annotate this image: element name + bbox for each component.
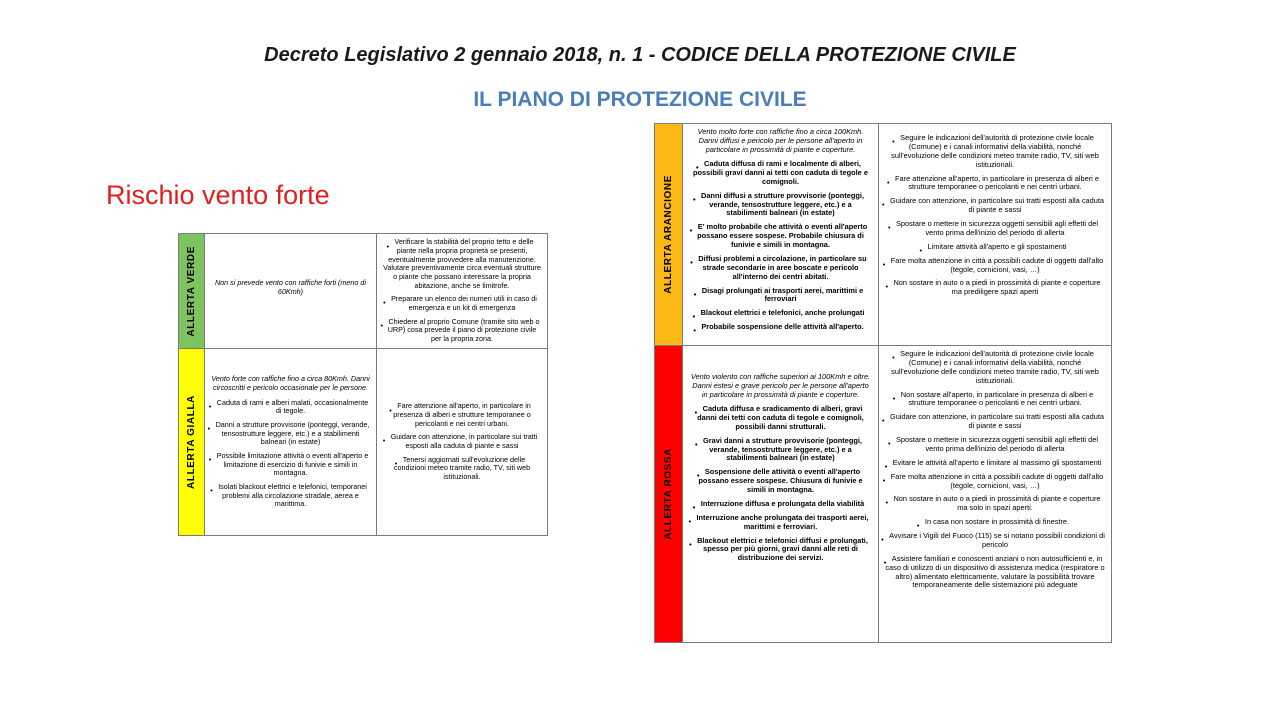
alert-description-cell-arancione	[683, 124, 879, 345]
list-item: Fare molta attenzione in città a possibili cadute di oggetti dall'alto (tegole, cornicioni, vasi, …)	[890, 471, 1104, 490]
alert-table-orange-red	[654, 123, 1112, 643]
list-item: Interruzione diffusa e prolungata della viabilità	[700, 498, 865, 508]
list-item: Blackout elettrici e telefonici diffusi e prolungati, spesso per più giorni, gravi danni alle reti di distribuzione dei servizi.	[697, 535, 868, 563]
list-item: Guidare con attenzione, in particolare sui tratti esposti alla caduta di piante e sassi	[889, 412, 1105, 431]
alert-level-label-arancione: ALLERTA ARANCIONE	[663, 175, 674, 294]
list-item: Assistere familiari e conoscenti anziani o non autosufficienti e, in caso di utilizzo di un dispositivo di assistenza medica (respiratore o altro) alimentato elettricamente, valutare la possibilità trovare temporaneamente delle sistemazioni più adeguate	[885, 553, 1105, 590]
alert-description-cell-gialla	[205, 349, 377, 535]
list-item: Non sostare in auto o a piedi in prossimità di piante e coperture ma solo in spazi aperti.	[893, 494, 1101, 513]
list-item: In casa non sostare in prossimità di finestre.	[924, 517, 1070, 527]
alert-level-cell-gialla	[179, 349, 205, 535]
list-item: Probabile sospensione delle attività all'aperto.	[701, 322, 864, 332]
alert-description-cell-verde	[205, 234, 377, 348]
list-item: Spostare o mettere in sicurezza oggetti sensibili agli effetti del vento prima dell'inizio del periodo di allerta	[896, 219, 1098, 237]
list-item: Fare attenzione all'aperto, in particolare in presenza di alberi e strutture temporanee o pericolanti e nei centri urbani.	[393, 401, 531, 428]
list-item: Possibile limitazione attività o eventi all'aperto e limitazione di esercizio di funivie e simili in montagna.	[216, 450, 369, 478]
list-item: Danni diffusi a strutture provvisorie (ponteggi, verande, tensostrutture leggere, etc.) e a stabilimenti balneari (in estate)	[700, 190, 865, 218]
list-item: Caduta diffusa di rami e localmente di alberi, possibili gravi danni ai tetti con caduta di tegole e comignoli.	[693, 159, 868, 186]
list-item: Tenersi aggiornati sull'evoluzione delle condizioni meteo tramite radio, TV, siti web istituzionali.	[393, 454, 531, 481]
list-item: Fare molta attenzione in città a possibili cadute di oggetti dall'alto (tegole, cornicioni, vasi, …)	[890, 255, 1104, 274]
alert-actions-cell-verde	[377, 234, 547, 348]
alert-actions-list-rossa	[885, 350, 1105, 590]
alert-description-list-gialla	[211, 399, 370, 509]
list-item: Non sostare all'aperto, in particolare in presenza di alberi e strutture temporanee o pericolanti e nei centri urbani.	[900, 389, 1094, 408]
alert-actions-cell-rossa	[879, 346, 1111, 642]
list-item: Blackout elettrici e telefonici, anche prolungati	[700, 308, 865, 318]
alert-level-cell-rossa	[655, 346, 683, 642]
alert-level-cell-arancione	[655, 124, 683, 345]
list-item: Verificare la stabilità del proprio tetto e delle piante nella propria proprietà se presenti, eventualmente provvedere alla manutenzione. Valutare preventivamente circa eventuali strutture o piante che possano interessare la propria abitazione, anche se limitrofe.	[383, 237, 541, 290]
list-item: Interruzione anche prolungata dei trasporti aerei, marittimi e ferroviari.	[696, 512, 869, 531]
alert-description-intro-gialla: Vento forte con raffiche fino a circa 80Kmh. Danni circoscritti e pericolo occasionale per le persone.	[211, 374, 370, 392]
alert-row-gialla	[179, 348, 547, 535]
list-item: Isolati blackout elettrici e telefonici, temporanei problemi alla circolazione stradale, aerea e marittima.	[218, 481, 367, 509]
alert-description-cell-rossa	[683, 346, 879, 642]
alert-table-green-yellow	[178, 233, 548, 536]
list-item: Limitare attività all'aperto e gli spostamenti	[927, 241, 1067, 251]
alert-level-label-gialla: ALLERTA GIALLA	[186, 395, 197, 489]
risk-heading: Rischio vento forte	[106, 180, 330, 210]
alert-level-label-verde: ALLERTA VERDE	[186, 245, 197, 337]
list-item: Chiedere al proprio Comune (tramite sito web o URP) cosa prevede il piano di protezione civile per la propria zona.	[387, 316, 540, 343]
list-item: Disagi prolungati ai trasporti aerei, marittimi e ferroviari	[701, 285, 864, 304]
slide-subtitle: IL PIANO DI PROTEZIONE CIVILE	[473, 88, 807, 111]
slide-title: Decreto Legislativo 2 gennaio 2018, n. 1 - CODICE DELLA PROTEZIONE CIVILE	[264, 44, 1016, 66]
list-item: E' molto probabile che attività o eventi all'aperto possano essere sospese. Probabile chiusura di funivie e simili in montagna.	[697, 222, 868, 250]
list-item: Evitare le attività all'aperto e limitare al massimo gli spostamenti	[892, 457, 1102, 467]
list-item: Gravi danni a strutture provvisorie (ponteggi, verande, tensostrutture leggere, etc.) e a stabilimenti balneari (in estate)	[703, 435, 862, 463]
alert-description-list-arancione	[689, 160, 872, 332]
alert-actions-cell-arancione	[879, 124, 1111, 345]
alert-description-intro-arancione: Vento molto forte con raffiche fino a circa 100Kmh. Danni diffusi e pericolo per le persone all'aperto in particolare in prossimità di piante e coperture.	[697, 127, 864, 155]
list-item: Caduta di rami e alberi malati, occasionalmente di tegole.	[216, 397, 369, 416]
alert-row-rossa	[655, 345, 1111, 642]
alert-actions-list-arancione	[885, 134, 1105, 297]
alert-level-cell-verde	[179, 234, 205, 348]
alert-level-label-rossa: ALLERTA ROSSA	[663, 448, 674, 540]
list-item: Fare attenzione all'aperto, in particolare in presenza di alberi e strutture temporanee o pericolanti e nei centri urbani.	[895, 173, 1099, 192]
alert-actions-cell-gialla	[377, 349, 547, 535]
list-item: Non sostare in auto o a piedi in prossimità di piante e coperture ma prediligere spazi aperti	[893, 278, 1101, 297]
alert-description-intro-verde: Non si prevede vento con raffiche forti (meno di 60Kmh)	[214, 278, 366, 296]
list-item: Guidare con attenzione, in particolare sui tratti esposti alla caduta di piante e sassi	[390, 432, 538, 450]
list-item: Sospensione delle attività o eventi all'aperto possano essere sospese. Chiusura di funivie e simili in montagna.	[698, 467, 863, 495]
list-item: Preparare un elenco dei numeri utili in caso di emergenza e un kit di emergenza	[391, 294, 537, 312]
alert-description-list-rossa	[689, 405, 872, 563]
alert-row-verde	[179, 234, 547, 348]
alert-row-arancione	[655, 124, 1111, 345]
list-item: Diffusi problemi a circolazione, in particolare su strade secondarie in aree boscate e pericolo all'interno dei centri abitati.	[698, 253, 867, 281]
list-item: Avvisare i Vigili del Fuoco (115) se si notano possibili condizioni di pericolo	[889, 531, 1105, 549]
alert-actions-list-verde	[383, 238, 541, 343]
list-item: Seguire le indicazioni dell'autorità di protezione civile locale (Comune) e i canali informativi della viabilità, nonché sull'evoluzione delle condizioni meteo tramite radio, TV, siti web istituzionali.	[891, 133, 1099, 169]
list-item: Caduta diffusa e sradicamento di alberi, gravi danni dei tetti con caduta di tegole e comignoli, possibili danni strutturali.	[697, 404, 864, 431]
list-item: Seguire le indicazioni dell'autorità di protezione civile locale (Comune) e i canali informativi della viabilità, nonché sull'evoluzione delle condizioni meteo tramite radio, TV, siti web istituzionali.	[891, 349, 1099, 385]
list-item: Guidare con attenzione, in particolare sui tratti esposti alla caduta di piante e sassi	[889, 196, 1105, 215]
alert-actions-list-gialla	[383, 402, 541, 481]
list-item: Danni a strutture provvisorie (ponteggi, verande, tensostrutture leggere, etc.) e a stabilimenti balneari (in estate)	[215, 420, 370, 447]
alert-description-intro-rossa: Vento violento con raffiche superiori ai 100Kmh e oltre. Danni estesi e grave pericolo per le persone all'aperto in particolare in prossimità di piante e coperture.	[690, 372, 871, 400]
list-item: Spostare o mettere in sicurezza oggetti sensibili agli effetti del vento prima dell'inizio del periodo di allerta	[896, 435, 1098, 453]
